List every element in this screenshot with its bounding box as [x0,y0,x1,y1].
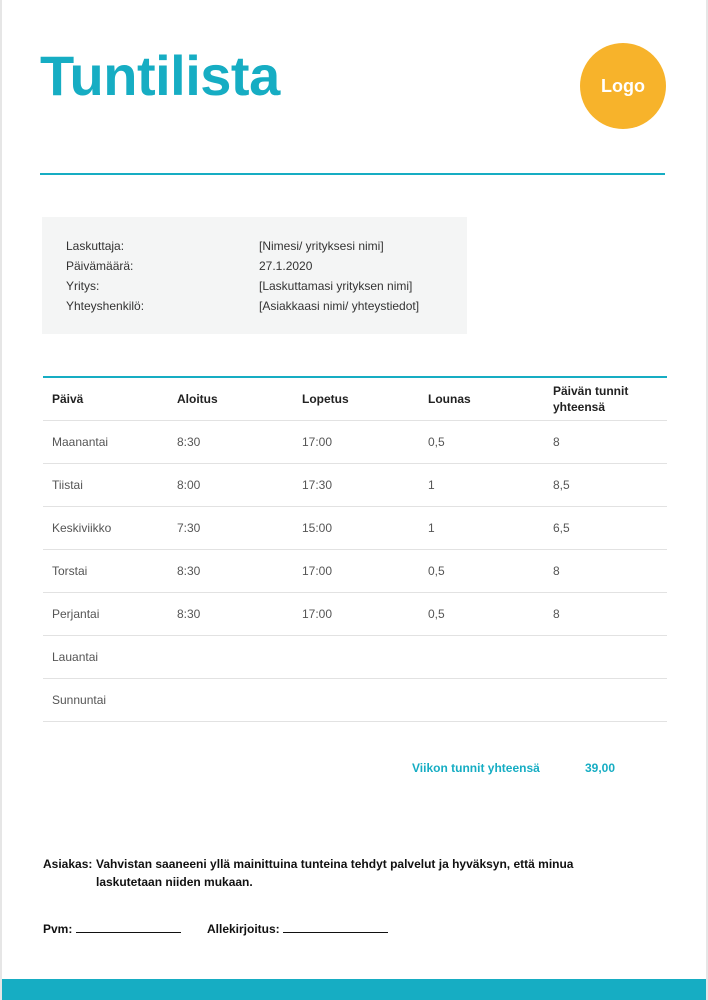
date-field[interactable] [43,920,181,936]
table-row [43,421,667,464]
table-cell: 0,5 [428,564,445,578]
table-cell: Torstai [52,564,88,578]
table-cell: 8:30 [177,607,201,621]
weekly-total-label: Viikon tunnit yhteensä [412,761,540,775]
table-cell: 17:00 [302,607,333,621]
info-value: [Nimesi/ yrityksesi nimi] [259,239,384,253]
table-row [43,636,667,679]
table-cell: Sunnuntai [52,693,107,707]
statement-text: Vahvistan saaneeni yllä mainittuina tunteina tehdyt palvelut ja hyväksyn, että minua laskutetaan niiden mukaan. [96,857,574,889]
table-cell: 0,5 [428,607,445,621]
header-cell: Lounas [428,392,471,406]
table-cell: 1 [428,521,435,535]
table-cell: 6,5 [553,521,570,535]
table-cell: 17:00 [302,564,333,578]
header-cell: Päivän tunnit yhteensä [553,384,629,414]
table-cell: Keskiviikko [52,521,112,535]
signature-line[interactable] [283,920,388,933]
table-cell: 17:00 [302,435,333,449]
date-label: Pvm: [43,922,73,936]
statement-label: Asiakas: [43,857,93,871]
header-cell: Lopetus [302,392,349,406]
table-cell: Lauantai [52,650,99,664]
logo-placeholder [580,43,666,129]
header-cell: Päivä [52,392,84,406]
table-cell: 8 [553,607,560,621]
footer-bar [2,979,706,1000]
table-cell: 8:00 [177,478,201,492]
info-value: [Laskuttamasi yrityksen nimi] [259,279,413,293]
info-value: 27.1.2020 [259,259,313,273]
hours-table [43,376,667,722]
table-header [43,378,667,421]
info-label: Laskuttaja: [66,239,125,253]
table-cell: Tiistai [52,478,83,492]
timesheet-page [2,0,706,1000]
info-box [42,217,467,334]
table-row [43,507,667,550]
table-row [43,464,667,507]
weekly-total-value: 39,00 [585,761,616,775]
table-row [43,679,667,722]
table-cell: Perjantai [52,607,100,621]
header-cell: Aloitus [177,392,218,406]
info-label: Yhteyshenkilö: [66,299,145,313]
table-cell: Maanantai [52,435,109,449]
table-cell: 8:30 [177,564,201,578]
signature-field[interactable] [207,920,388,936]
table-cell: 17:30 [302,478,333,492]
table-cell: 8 [553,564,560,578]
table-row [43,593,667,636]
signature-label: Allekirjoitus: [207,922,280,936]
info-label: Päivämäärä: [66,259,134,273]
table-cell: 15:00 [302,521,333,535]
table-cell: 8:30 [177,435,201,449]
table-cell: 7:30 [177,521,201,535]
info-label: Yritys: [66,279,100,293]
title-divider [40,173,665,175]
table-cell: 0,5 [428,435,445,449]
date-line[interactable] [76,920,181,933]
table-cell: 8 [553,435,560,449]
table-cell: 1 [428,478,435,492]
document-title: Tuntilista [40,44,280,107]
info-value: [Asiakkaasi nimi/ yhteystiedot] [259,299,420,313]
logo-text: Logo [601,75,645,96]
table-row [43,550,667,593]
table-cell: 8,5 [553,478,570,492]
